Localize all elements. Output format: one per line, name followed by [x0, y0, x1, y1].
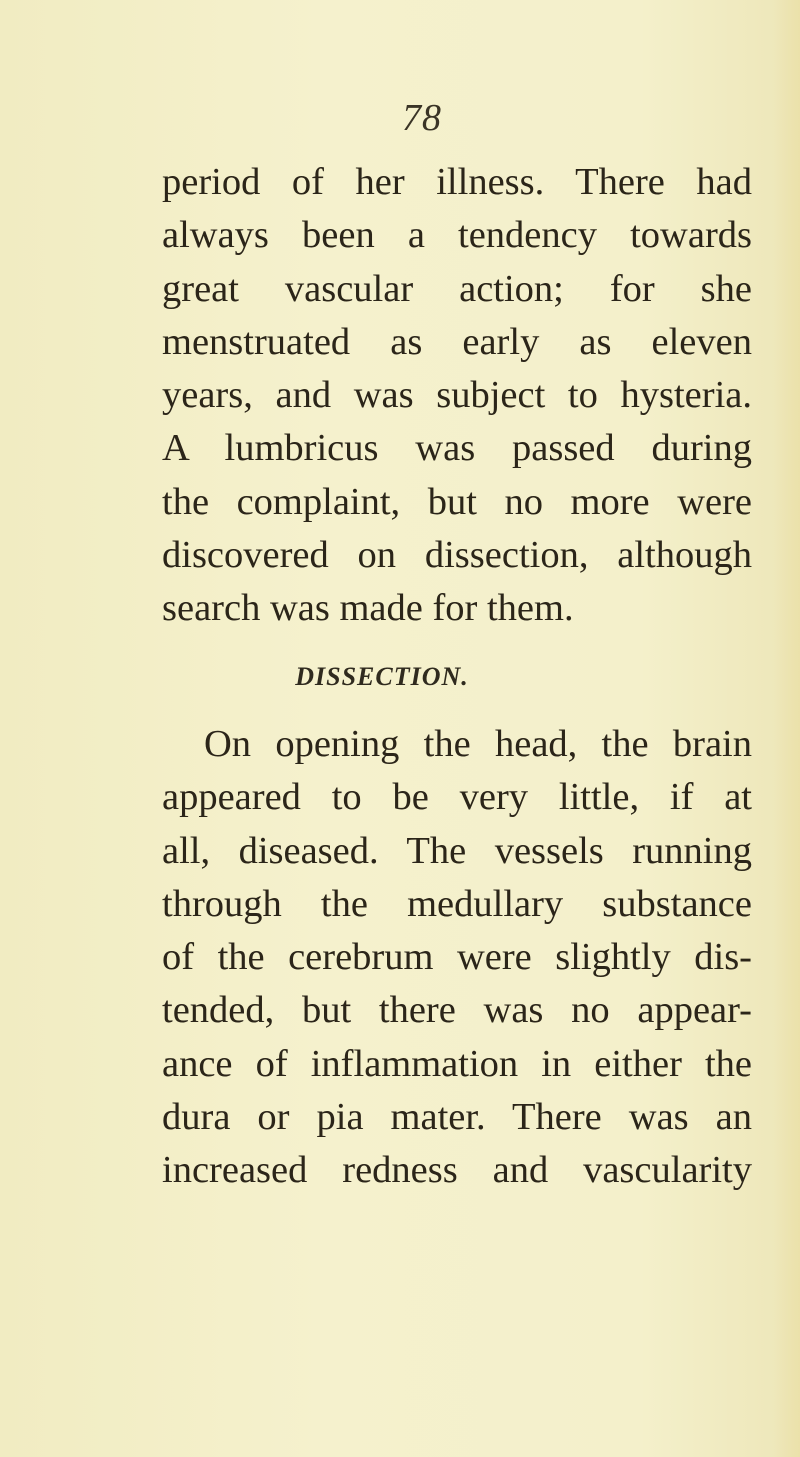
text-line: A lumbricus was passed during — [162, 427, 752, 470]
text-line: period of her illness. There had — [162, 161, 752, 203]
text-line: great vascular action; for she — [162, 267, 752, 310]
text-line: years, and was subject to hysteria. — [162, 374, 752, 417]
text-line: dura or pia mater. There was an — [162, 1096, 752, 1139]
text-line: discovered on dissection, although — [162, 534, 752, 577]
page-number: 78 — [402, 97, 442, 139]
text-line: ance of inflammation in either the — [162, 1042, 752, 1085]
text-line: always been a tendency towards — [162, 214, 752, 257]
text-line: all, diseased. The vessels running — [162, 829, 752, 872]
text-line: On opening the head, the brain — [204, 723, 752, 765]
paragraph-continued — [162, 156, 752, 636]
text-line: of the cerebrum were slightly dis- — [162, 936, 752, 979]
text-line: increased redness and vascularity — [162, 1149, 752, 1192]
page-edge-shadow — [774, 0, 800, 1457]
text-line: menstruated as early as eleven — [162, 320, 752, 363]
text-line: tended, but there was no appear- — [162, 989, 752, 1032]
text-line: the complaint, but no more were — [162, 480, 752, 523]
text-line: appeared to be very little, if at — [162, 776, 752, 819]
paragraph-dissection — [162, 718, 752, 1198]
text-line: through the medullary substance — [162, 882, 752, 925]
text-line: search was made for them. — [162, 587, 574, 630]
section-heading-text: DISSECTION. — [295, 662, 469, 691]
section-heading — [0, 662, 800, 692]
